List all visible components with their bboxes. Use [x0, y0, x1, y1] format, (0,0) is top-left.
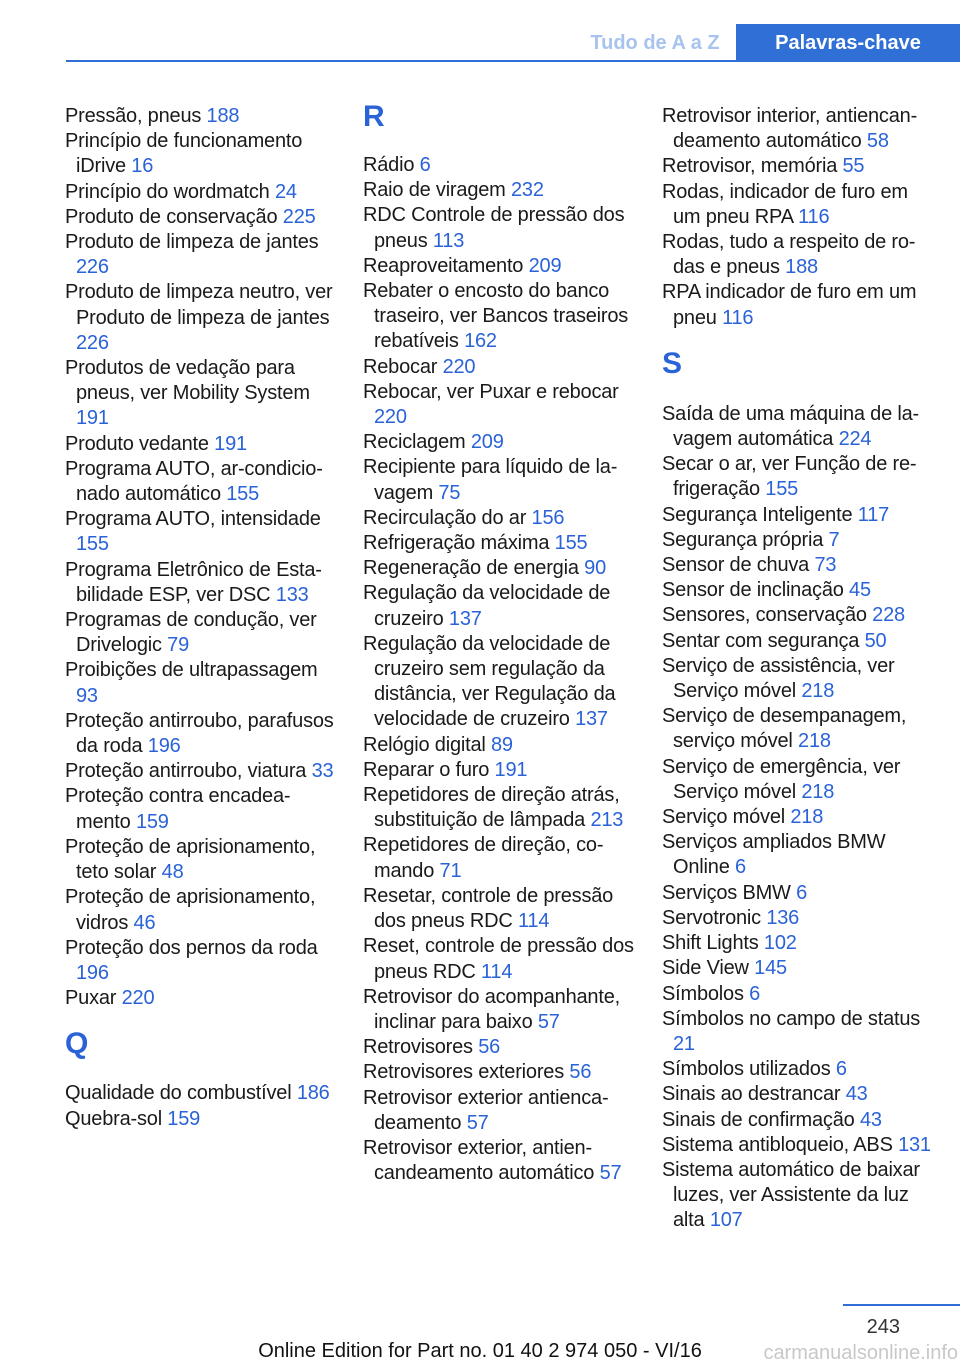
index-entry [363, 1136, 635, 1186]
index-entry-term: Relógio digital [363, 733, 486, 756]
index-page-link[interactable]: 145 [754, 957, 787, 980]
index-entry-term: Produto vedante [65, 432, 209, 455]
index-page-link[interactable]: 33 [311, 760, 334, 783]
index-entry [65, 104, 337, 129]
index-entry [363, 884, 635, 934]
index-entry [363, 632, 635, 733]
index-entry-term: Retrovisor interior, antiencandeamento automático [662, 105, 918, 153]
index-letter-heading: R [363, 100, 385, 133]
index-page-link[interactable]: 137 [575, 708, 608, 731]
index-entry-term: Reparar o furo [363, 758, 490, 781]
index-entry [363, 1060, 635, 1085]
index-page-link[interactable]: 131 [898, 1133, 931, 1156]
index-page-link[interactable]: 45 [849, 579, 871, 602]
index-entry-term: Reset, controle de pressão dos pneus RDC [363, 935, 634, 983]
index-entry-term: Proibições de ultrapassagem [65, 659, 318, 682]
index-page-link[interactable]: 56 [478, 1036, 501, 1059]
index-entry-term: Retrovisores [363, 1036, 473, 1059]
index-entry-term: Serviço de desempanagem, serviço móvel [662, 705, 907, 753]
index-page-link[interactable]: 188 [785, 256, 818, 279]
index-entry [662, 956, 934, 981]
index-page-link[interactable]: 155 [76, 533, 109, 556]
index-entry-term: Pressão, pneus [65, 105, 202, 127]
index-entry [662, 982, 934, 1007]
index-entry-term: Shift Lights [662, 932, 759, 955]
index-entry-term: Símbolos no campo de status [662, 1007, 921, 1030]
index-page-link[interactable]: 43 [859, 1108, 882, 1131]
index-entry-term: Retrovisores exteriores [363, 1061, 565, 1084]
index-entry-term: Reciclagem [363, 431, 466, 454]
index-entry-term: Repetidores de direção atrás, substituição de lâmpada [363, 784, 620, 832]
index-entry-term: Serviço de emergência, ver Serviço móvel [662, 755, 901, 803]
index-entry [662, 805, 934, 830]
index-page-link[interactable]: 73 [814, 554, 837, 577]
index-entry-term: Programa AUTO, ar-condicionado automático [65, 457, 323, 506]
index-page-link[interactable]: 218 [798, 730, 831, 753]
index-page-link[interactable]: 186 [296, 1082, 330, 1105]
index-page-link[interactable]: 24 [274, 180, 297, 203]
index-entry-term: Regeneração de energia [363, 557, 579, 580]
section-tab[interactable]: Tudo de A a Z [590, 32, 720, 54]
index-entry-term: RDC Controle de pressão dos pneus [363, 204, 625, 252]
index-page-link[interactable]: 196 [76, 961, 109, 984]
index-page-link[interactable]: 226 [76, 331, 109, 354]
index-entry [662, 704, 934, 754]
index-entry [65, 1081, 337, 1106]
index-entry [662, 654, 934, 704]
index-entry-term: Programa AUTO, intensidade [65, 508, 321, 531]
index-entry [363, 153, 635, 178]
index-entry-term: Serviços ampliados BMW Online [662, 831, 886, 879]
index-page-link[interactable]: 218 [801, 680, 835, 703]
index-entry [65, 280, 337, 356]
index-column-2 [363, 100, 635, 1186]
index-entry-term: Rodas, indicador de furo em um pneu RPA [662, 180, 908, 228]
index-entry [65, 129, 337, 179]
index-page-link[interactable]: 6 [734, 856, 746, 879]
index-page-link[interactable]: 220 [374, 406, 407, 429]
index-page-link[interactable]: 6 [796, 881, 808, 904]
index-entry [65, 432, 337, 457]
index-page-link[interactable]: 21 [673, 1032, 695, 1055]
index-entry-term: Quebra-sol [65, 1107, 162, 1130]
index-entry [662, 1133, 934, 1158]
index-page-link[interactable]: 48 [161, 861, 184, 884]
index-entry-term: Resetar, controle de pressão dos pneus RDC [363, 884, 614, 933]
index-entry [65, 759, 337, 784]
index-entry-term: Qualidade do combustível [65, 1082, 292, 1105]
index-entry [363, 1035, 635, 1060]
index-page-link[interactable]: 117 [857, 503, 890, 526]
index-page-link[interactable]: 114 [480, 960, 513, 983]
index-entry [662, 452, 934, 502]
index-page-link[interactable]: 114 [517, 910, 550, 933]
index-entry [65, 986, 337, 1011]
index-entry [363, 531, 635, 556]
index-page-link[interactable]: 113 [432, 229, 465, 252]
index-entry-term: Proteção de aprisionamento, teto solar [65, 835, 316, 884]
index-page-link[interactable]: 58 [866, 130, 889, 153]
index-page-link[interactable]: 209 [470, 431, 504, 454]
index-page-link[interactable]: 155 [554, 532, 588, 555]
index-entry [363, 581, 635, 631]
index-entry-term: Reaproveitamento [363, 254, 524, 277]
index-page-link[interactable]: 188 [206, 105, 240, 127]
index-entry-term: Sistema antibloqueio, ABS [662, 1133, 893, 1156]
index-entry-term: Sensor de chuva [662, 554, 810, 577]
index-entry [363, 178, 635, 203]
index-page-link[interactable]: 213 [590, 809, 624, 832]
index-page-link[interactable]: 156 [531, 506, 565, 529]
index-entry [65, 658, 337, 708]
index-entry [363, 783, 635, 833]
index-entry [65, 1107, 337, 1132]
index-page-link[interactable]: 191 [494, 758, 528, 781]
index-entry-term: Secar o ar, ver Função de refrigeração [662, 453, 917, 501]
index-page-link[interactable]: 159 [135, 810, 169, 833]
index-entry [363, 758, 635, 783]
index-column-3 [662, 104, 934, 1234]
index-entry-term: Proteção de aprisionamento, vidros [65, 886, 316, 934]
index-entry [662, 931, 934, 956]
index-entry-term: Puxar [65, 987, 117, 1010]
index-entry-term: Retrovisor exterior, antiencandeamento automático [363, 1136, 595, 1185]
index-entry [363, 985, 635, 1035]
index-entry [363, 1086, 635, 1136]
index-entry-term: Recirculação do ar [363, 506, 527, 529]
index-page-link[interactable]: 90 [584, 557, 606, 580]
index-page-link[interactable]: 226 [76, 256, 109, 279]
index-entry [363, 934, 635, 984]
index-entry [363, 455, 635, 505]
index-entry-term: Símbolos [662, 982, 744, 1005]
index-entry-term: Proteção antirroubo, viatura [65, 760, 307, 783]
index-entry [363, 556, 635, 581]
index-page-link[interactable]: 155 [226, 483, 260, 506]
index-entry [363, 279, 635, 355]
index-entry-term: Sistema automático de baixar luzes, ver Assistente da luz alta [662, 1158, 920, 1232]
index-entry [65, 835, 337, 885]
index-entry-term: Regulação da velocidade de cruzeiro [363, 582, 611, 630]
index-entry-term: Proteção contra encadeamento [65, 785, 291, 833]
index-page-link[interactable]: 155 [765, 478, 799, 501]
index-page-link[interactable]: 225 [282, 205, 316, 228]
index-entry [363, 254, 635, 279]
index-entry [662, 503, 934, 528]
index-page-link[interactable]: 75 [438, 481, 461, 504]
index-entry [363, 203, 635, 253]
index-page-link[interactable]: 6 [419, 154, 431, 176]
index-entry [65, 608, 337, 658]
footer-rule [843, 1304, 960, 1306]
index-page-link[interactable]: 191 [214, 432, 247, 455]
index-entry [363, 733, 635, 758]
index-page-link[interactable]: 56 [569, 1061, 592, 1084]
index-entry [363, 430, 635, 455]
index-entry [65, 709, 337, 759]
index-page-link[interactable]: 79 [167, 634, 190, 657]
index-page-link[interactable]: 232 [511, 179, 544, 202]
index-entry [662, 154, 934, 179]
index-page-link[interactable]: 46 [133, 911, 156, 934]
index-entry [65, 936, 337, 986]
index-entry-term: RPA indicador de furo em um pneu [662, 281, 917, 329]
index-entry [662, 1057, 934, 1082]
index-entry-term: Rádio [363, 154, 415, 176]
index-entry-term: Serviço de assistência, ver Serviço móvel [662, 654, 895, 703]
index-page-link[interactable]: 6 [749, 982, 761, 1005]
index-entry [65, 507, 337, 557]
index-entry-term: Repetidores de direção, comando [363, 834, 604, 882]
index-page-link[interactable]: 116 [798, 205, 830, 228]
index-entry-term: Rebocar, ver Puxar e rebocar [363, 380, 619, 403]
index-entry-term: Segurança Inteligente [662, 503, 853, 526]
index-entry-term: Refrigeração máxima [363, 532, 550, 555]
index-page-link[interactable]: 57 [537, 1010, 560, 1033]
index-entry-term: Sensor de inclinação [662, 579, 844, 602]
index-letter-heading: Q [65, 1027, 89, 1061]
index-page-link[interactable]: 137 [448, 607, 482, 630]
index-entry [363, 506, 635, 531]
index-entry-term: Produto de limpeza neutro, ver Produto de limpeza de jantes [65, 281, 333, 329]
index-entry [65, 885, 337, 935]
index-entry-term: Serviço móvel [662, 806, 785, 829]
index-entry-term: Sinais ao destrancar [662, 1083, 841, 1106]
index-entry-term: Serviços BMW [662, 881, 791, 904]
index-entry-term: Retrovisor exterior antiencadeamento [363, 1086, 609, 1134]
index-page-link[interactable]: 89 [491, 733, 513, 756]
index-entry-term: Programas de condução, ver Drivelogic [65, 609, 317, 657]
index-entry [65, 558, 337, 608]
index-entry-term: Raio de viragem [363, 179, 506, 202]
index-letter-heading: S [662, 346, 683, 380]
index-entry [662, 104, 934, 154]
index-entry [662, 402, 934, 452]
index-entry-term: Sinais de confirmação [662, 1108, 855, 1131]
index-entry-term: Segurança própria [662, 528, 824, 551]
index-page-link[interactable]: 57 [599, 1162, 622, 1185]
index-page-link[interactable]: 7 [828, 528, 840, 551]
index-page-link[interactable]: 224 [838, 428, 872, 451]
index-entry-term: Programa Eletrônico de Estabilidade ESP, ver DSC [65, 558, 322, 606]
index-entry [65, 230, 337, 280]
index-entry-term: Rebocar [363, 355, 438, 378]
index-entry [662, 1158, 934, 1234]
index-entry [662, 906, 934, 931]
index-entry-term: Sentar com segurança [662, 629, 860, 652]
index-entry [662, 881, 934, 906]
index-page-link[interactable]: 209 [528, 254, 562, 277]
index-page-link[interactable]: 162 [464, 330, 497, 353]
index-page-link[interactable]: 107 [709, 1209, 743, 1232]
index-page-link[interactable]: 218 [790, 806, 824, 829]
index-page-link[interactable]: 133 [275, 583, 309, 606]
index-entry [363, 380, 635, 430]
index-entry [65, 356, 337, 432]
index-entry-term: Sensores, conservação [662, 604, 867, 627]
index-entry-term: Side View [662, 957, 749, 980]
index-entry [662, 1082, 934, 1107]
index-entry-term: Rodas, tudo a respeito de rodas e pneus [662, 231, 916, 279]
index-page-link[interactable]: 16 [131, 155, 154, 178]
index-entry [662, 1108, 934, 1133]
index-entry-term: Princípio de funcionamento iDrive [65, 130, 303, 178]
index-entry [662, 830, 934, 880]
index-entry-term: Símbolos utilizados [662, 1058, 831, 1081]
index-entry-term: Produto de conservação [65, 205, 278, 228]
index-entry [662, 578, 934, 603]
index-entry [662, 1007, 934, 1057]
index-page-link[interactable]: 71 [439, 859, 462, 882]
index-entry [662, 755, 934, 805]
index-entry-term: Proteção antirroubo, parafusos da roda [65, 709, 334, 758]
index-page-link[interactable]: 116 [722, 306, 754, 329]
index-page-link[interactable]: 43 [845, 1083, 868, 1106]
index-entry [662, 280, 934, 330]
index-entry [65, 457, 337, 507]
index-entry [662, 629, 934, 654]
index-entry [363, 355, 635, 380]
index-entry-term: Rebater o encosto do banco traseiro, ver Bancos traseiros rebatíveis [363, 280, 629, 353]
index-page-link[interactable]: 159 [167, 1107, 201, 1130]
index-entry [662, 553, 934, 578]
index-page-link[interactable]: 57 [466, 1111, 489, 1134]
index-entry-term: Proteção dos pernos da roda [65, 936, 318, 959]
index-page-link[interactable]: 136 [766, 906, 800, 929]
index-entry [662, 230, 934, 280]
index-page-link[interactable]: 218 [801, 780, 835, 803]
index-page-link[interactable]: 55 [842, 155, 865, 178]
index-column-1 [65, 104, 337, 1132]
index-entry-term: Produtos de vedação para pneus, ver Mobility System [65, 357, 310, 405]
index-page-link[interactable]: 191 [76, 407, 109, 430]
index-entry-term: Servotronic [662, 906, 761, 929]
index-page-link[interactable]: 93 [76, 684, 98, 707]
index-page-link[interactable]: 6 [835, 1058, 847, 1081]
active-section-tab[interactable]: Palavras-chave [736, 24, 960, 62]
index-page-link[interactable]: 228 [872, 604, 905, 627]
index-page-link[interactable]: 50 [864, 629, 887, 652]
index-page-link[interactable]: 102 [763, 932, 797, 955]
page-number: 243 [866, 1316, 900, 1338]
index-entry [662, 528, 934, 553]
watermark: carmanualsonline.info [763, 1342, 958, 1364]
index-entry [363, 833, 635, 883]
index-entry [662, 603, 934, 628]
index-entry-term: Recipiente para líquido de lavagem [363, 456, 618, 504]
edition-note: Online Edition for Part no. 01 40 2 974 050 - VI/16 [258, 1340, 702, 1362]
index-entry-term: Retrovisor do acompanhante, inclinar para baixo [363, 985, 620, 1033]
index-entry-term: Produto de limpeza de jantes [65, 231, 319, 254]
index-entry [65, 784, 337, 834]
index-page-link[interactable]: 196 [147, 735, 181, 758]
index-entry [65, 180, 337, 205]
index-entry [662, 180, 934, 230]
index-entry-term: Regulação da velocidade de cruzeiro sem regulação da distância, ver Regulação da velocidade de cruzeiro [363, 632, 616, 731]
index-entry-term: Saída de uma máquina de lavagem automática [662, 402, 920, 451]
index-entry-term: Princípio do wordmatch [65, 180, 270, 203]
index-page-link[interactable]: 220 [442, 355, 476, 378]
index-page-link[interactable]: 220 [121, 987, 155, 1010]
index-entry [65, 205, 337, 230]
index-entry-term: Retrovisor, memória [662, 155, 838, 178]
